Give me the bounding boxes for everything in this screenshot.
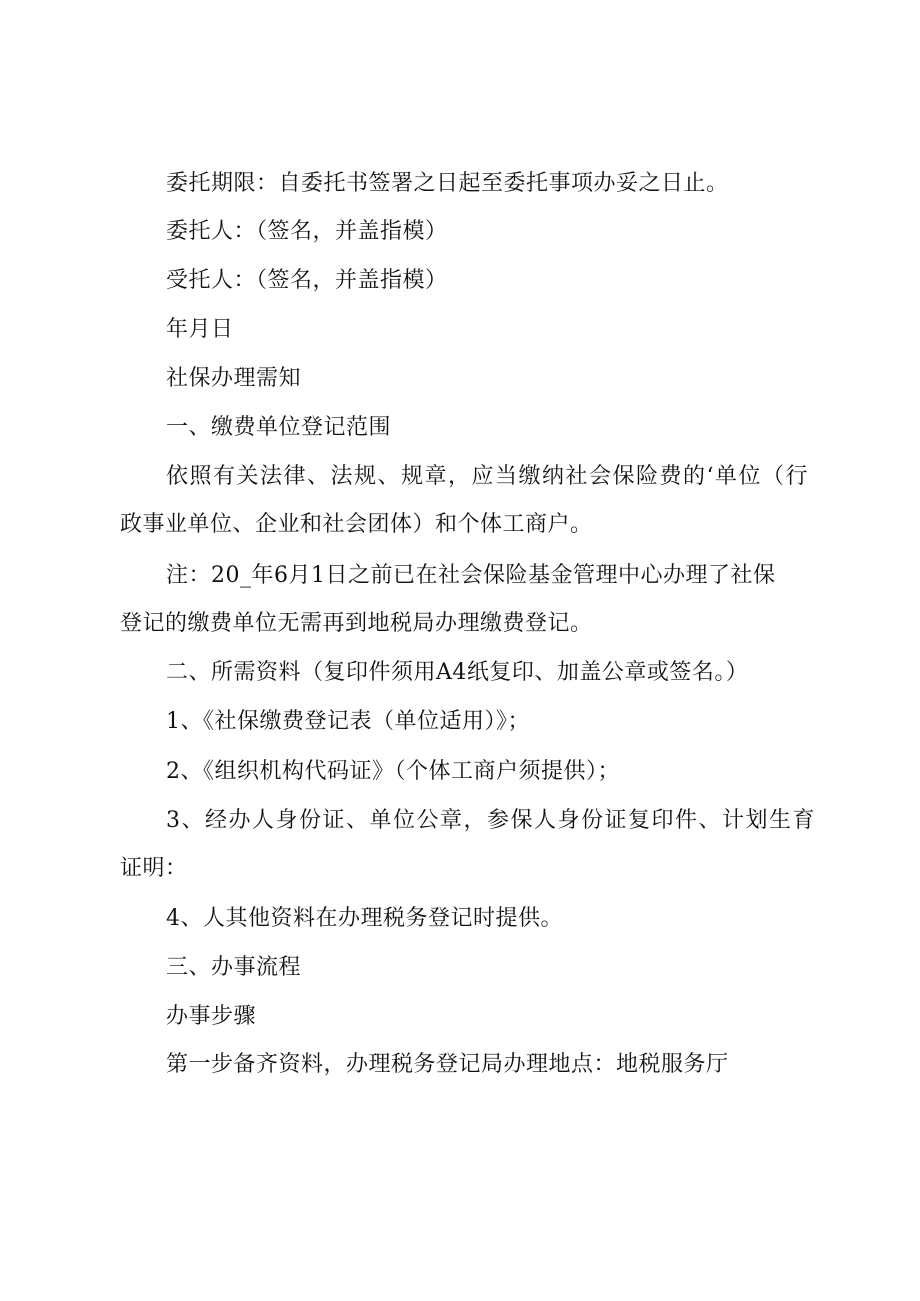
trustee-signature-line: 受托人：（签名，并盖指模） [166, 268, 448, 293]
section-heading-1: 一、缴费单位登记范围 [166, 415, 392, 440]
materials-item-2: 2、《组织机构代码证》（个体工商户须提供）； [166, 759, 620, 784]
entrust-period-line: 委托期限：自委托书签署之日起至委托事项办妥之日止。 [166, 171, 729, 196]
paragraph-1-line-1: 依照有关法律、法规、规章，应当缴纳社会保险费的‘单位（行 [166, 464, 809, 489]
materials-item-3-line-1: 3、经办人身份证、单位公章，参保人身份证复印件、计划生育 [166, 808, 816, 833]
steps-heading: 办事步骤 [166, 1004, 257, 1029]
materials-item-3-line-2: 证明： [120, 856, 188, 881]
step-1-line: 第一步备齐资料，办理税务登记局办理地点：地税服务厅 [166, 1052, 729, 1077]
note-line-1: 注：20_年6月1日之前已在社会保险基金管理中心办理了社保 [166, 563, 776, 588]
date-line: 年月日 [166, 317, 234, 342]
section-heading-2: 二、所需资料（复印件须用A4纸复印、加盖公章或签名。） [166, 660, 749, 685]
materials-item-4: 4、人其他资料在办理税务登记时提供。 [166, 906, 563, 931]
section-heading-social-security: 社保办理需知 [166, 366, 302, 391]
paragraph-1-line-2: 政事业单位、企业和社会团体）和个体工商户。 [120, 512, 593, 537]
note-line-2: 登记的缴费单位无需再到地税局办理缴费登记。 [120, 611, 593, 636]
section-heading-3: 三、办事流程 [166, 955, 302, 980]
entruster-signature-line: 委托人：（签名，并盖指模） [166, 219, 448, 244]
materials-item-1: 1、《社保缴费登记表（单位适用）》； [166, 709, 530, 734]
